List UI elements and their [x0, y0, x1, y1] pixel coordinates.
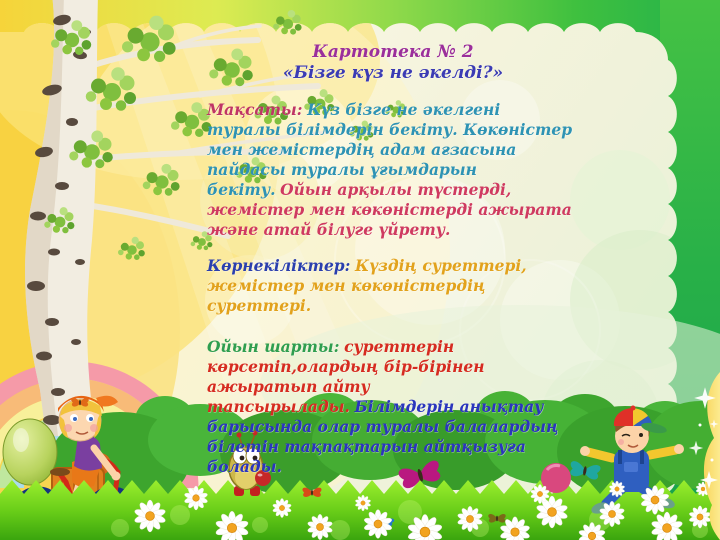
page-subtitle: «Бізге күз не әкелді?» — [282, 63, 504, 83]
visuals-text: Күздің суреттері, жемістер мен көкөністердің суреттері. — [207, 256, 527, 315]
slide-title — [207, 42, 579, 84]
visuals-label: Көрнекіліктер: — [207, 256, 351, 275]
game-rule-paragraph — [207, 337, 579, 477]
game-rule-text-primary: суреттерін көрсетіп,олардың бір-бірінен ажыратып айту тапсырылады. — [207, 337, 485, 416]
goal-text-secondary: Ойын арқылы түстерді, жемістер мен көкөністерді ажырата және атай білуге үйрету. — [207, 180, 572, 239]
game-rule-text-secondary: Білімдерін анықтау барысында олар туралы балалардың білетін тақпақтарын айтқызуға болады. — [207, 397, 559, 476]
visuals-paragraph — [207, 256, 579, 316]
goal-paragraph — [207, 100, 579, 240]
page-title: Картотека № 2 — [312, 42, 474, 62]
game-rule-label: Ойын шарты: — [207, 337, 340, 356]
goal-text-primary: Күз бізге не әкелгені туралы білімдерін бекіту. Көкөністер мен жемістердің адам ағзасына пайдасы туралы ұғымдарын бекіту. — [207, 100, 573, 199]
slide-text — [207, 42, 579, 477]
goal-label: Мақсаты: — [207, 100, 303, 119]
